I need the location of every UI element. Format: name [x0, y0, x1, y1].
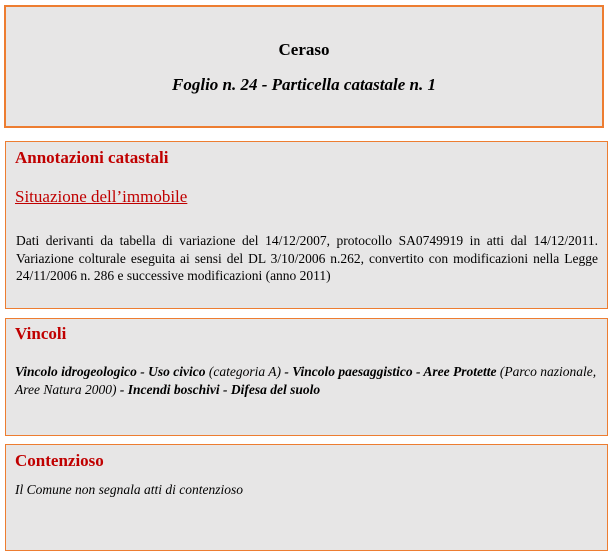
- vincoli-part: - Vincolo paesaggistico: [284, 364, 413, 379]
- page-title: Ceraso: [278, 40, 330, 59]
- vincoli-part: - Incendi boschivi: [119, 382, 220, 397]
- section-heading-vincoli: Vincoli: [15, 324, 67, 343]
- vincoli-part: Difesa del suolo: [230, 382, 321, 397]
- header-box: [4, 5, 604, 128]
- vincoli-part: -: [219, 382, 231, 397]
- section-heading-contenzioso: Contenzioso: [15, 451, 104, 470]
- section-annotazioni-catastali: [5, 141, 608, 309]
- vincoli-part: -: [136, 364, 149, 379]
- vincoli-part: Uso civico: [148, 364, 206, 379]
- vincoli-part: (Parco nazionale, Aree Natura 2000): [15, 364, 597, 397]
- vincoli-part: (categoria A): [205, 364, 285, 379]
- section-vincoli: [5, 318, 608, 436]
- subheading-situazione-immobile: Situazione dell’immobile: [15, 187, 188, 206]
- annotazioni-text: Dati derivanti da tabella di variazione del 14/12/2007, protocollo SA0749919 in atti dal 14/12/2011. Variazione colturale eseguita ai sensi del DL 3/10/2006 n.262, convertito con modificazioni nella Legge 24/11/2006 n. 286 e successive modificazioni (anno 2011): [16, 233, 598, 283]
- section-heading-annotazioni: Annotazioni catastali: [15, 148, 169, 167]
- section-contenzioso: [5, 444, 608, 551]
- vincoli-part: -: [412, 364, 424, 379]
- page-subtitle: Foglio n. 24 - Particella catastale n. 1: [172, 75, 436, 94]
- vincoli-part: Aree Protette: [423, 364, 497, 379]
- vincoli-text: [15, 363, 599, 399]
- vincoli-part: Vincolo idrogeologico: [15, 364, 137, 379]
- contenzioso-text: Il Comune non segnala atti di contenzioso: [15, 482, 243, 497]
